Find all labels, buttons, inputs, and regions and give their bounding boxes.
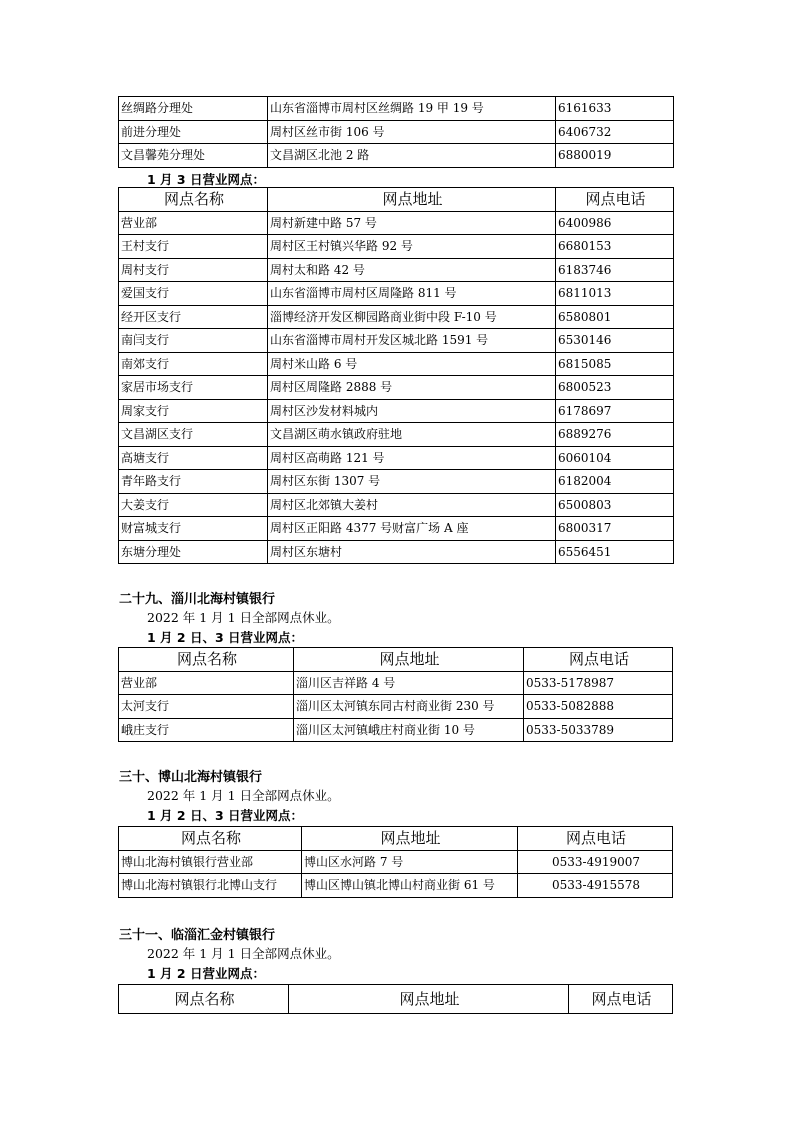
branch-phone: 6815085 bbox=[556, 352, 674, 376]
column-header-phone: 网点电话 bbox=[556, 188, 674, 212]
table-row bbox=[119, 376, 674, 400]
branch-table-zhoucun-continued bbox=[118, 96, 674, 168]
branch-address: 周村区高萌路 121 号 bbox=[268, 446, 556, 470]
table-row bbox=[119, 446, 674, 470]
table-row bbox=[119, 671, 673, 695]
branch-name: 太河支行 bbox=[119, 695, 294, 719]
column-header-name: 网点名称 bbox=[119, 985, 289, 1014]
branch-phone: 6182004 bbox=[556, 470, 674, 494]
table-row bbox=[119, 850, 673, 874]
branch-address: 山东省淄博市周村区周隆路 811 号 bbox=[268, 282, 556, 306]
branch-name: 文昌馨苑分理处 bbox=[119, 144, 268, 168]
open-day-label: 1 月 3 日营业网点： bbox=[147, 172, 265, 187]
column-header-phone: 网点电话 bbox=[518, 827, 673, 851]
branch-phone: 6183746 bbox=[556, 258, 674, 282]
branch-address: 博山区水河路 7 号 bbox=[302, 850, 518, 874]
table-row bbox=[119, 329, 674, 353]
branch-name: 丝绸路分理处 bbox=[119, 97, 268, 121]
branch-name: 周家支行 bbox=[119, 399, 268, 423]
closed-note-31: 2022 年 1 月 1 日全部网点休业。 bbox=[147, 946, 340, 961]
table-row bbox=[119, 874, 673, 898]
branch-phone: 0533-4915578 bbox=[518, 874, 673, 898]
table-row bbox=[119, 493, 674, 517]
table-row bbox=[119, 399, 674, 423]
table-row bbox=[119, 352, 674, 376]
closed-note-30: 2022 年 1 月 1 日全部网点休业。 bbox=[147, 788, 340, 803]
branch-phone: 6800523 bbox=[556, 376, 674, 400]
branch-address: 周村新建中路 57 号 bbox=[268, 211, 556, 235]
table-row bbox=[119, 423, 674, 447]
branch-name: 爱国支行 bbox=[119, 282, 268, 306]
table-row bbox=[119, 305, 674, 329]
branch-phone: 0533-5033789 bbox=[524, 718, 673, 742]
branch-phone: 6400986 bbox=[556, 211, 674, 235]
section-heading-30: 三十、博山北海村镇银行 bbox=[119, 770, 263, 785]
table-row bbox=[119, 235, 674, 259]
column-header-name: 网点名称 bbox=[119, 648, 294, 672]
column-header-address: 网点地址 bbox=[294, 648, 524, 672]
column-header-phone: 网点电话 bbox=[524, 648, 673, 672]
branch-address: 淄川区吉祥路 4 号 bbox=[294, 671, 524, 695]
branch-address: 淄川区太河镇峨庄村商业街 10 号 bbox=[294, 718, 524, 742]
branch-table-zhoucun-jan3 bbox=[118, 187, 674, 564]
branch-address: 淄博经济开发区柳园路商业街中段 F-10 号 bbox=[268, 305, 556, 329]
branch-name: 文昌湖区支行 bbox=[119, 423, 268, 447]
branch-address: 周村区王村镇兴华路 92 号 bbox=[268, 235, 556, 259]
branch-address: 博山区博山镇北博山村商业街 61 号 bbox=[302, 874, 518, 898]
table-header-row bbox=[119, 827, 673, 851]
open-day-label-29: 1 月 2 日、3 日营业网点： bbox=[147, 630, 304, 645]
branch-table-linzi bbox=[118, 984, 673, 1014]
branch-phone: 6880019 bbox=[556, 144, 674, 168]
branch-address: 山东省淄博市周村区丝绸路 19 甲 19 号 bbox=[268, 97, 556, 121]
branch-phone: 6406732 bbox=[556, 120, 674, 144]
branch-name: 南闫支行 bbox=[119, 329, 268, 353]
column-header-name: 网点名称 bbox=[119, 188, 268, 212]
branch-phone: 6556451 bbox=[556, 540, 674, 564]
table-row bbox=[119, 120, 674, 144]
branch-name: 南郊支行 bbox=[119, 352, 268, 376]
section-heading-29: 二十九、淄川北海村镇银行 bbox=[119, 592, 276, 607]
branch-name: 营业部 bbox=[119, 671, 294, 695]
branch-address: 周村区沙发材料城内 bbox=[268, 399, 556, 423]
branch-name: 前进分理处 bbox=[119, 120, 268, 144]
column-header-name: 网点名称 bbox=[119, 827, 302, 851]
section-heading-31: 三十一、临淄汇金村镇银行 bbox=[119, 928, 276, 943]
branch-address: 淄川区太河镇东同古村商业街 230 号 bbox=[294, 695, 524, 719]
branch-address: 周村太和路 42 号 bbox=[268, 258, 556, 282]
branch-phone: 0533-5178987 bbox=[524, 671, 673, 695]
branch-address: 周村区北郊镇大姜村 bbox=[268, 493, 556, 517]
branch-phone: 6530146 bbox=[556, 329, 674, 353]
table-row bbox=[119, 718, 673, 742]
open-day-label-31: 1 月 2 日营业网点： bbox=[147, 966, 265, 981]
branch-address: 周村区正阳路 4377 号财富广场 A 座 bbox=[268, 517, 556, 541]
branch-phone: 6580801 bbox=[556, 305, 674, 329]
branch-address: 周村区东街 1307 号 bbox=[268, 470, 556, 494]
table-row bbox=[119, 144, 674, 168]
table-header-row bbox=[119, 985, 673, 1014]
branch-address: 山东省淄博市周村开发区城北路 1591 号 bbox=[268, 329, 556, 353]
table-row bbox=[119, 211, 674, 235]
branch-phone: 6680153 bbox=[556, 235, 674, 259]
column-header-phone: 网点电话 bbox=[569, 985, 673, 1014]
table-header-row bbox=[119, 188, 674, 212]
branch-phone: 6800317 bbox=[556, 517, 674, 541]
closed-note-29: 2022 年 1 月 1 日全部网点休业。 bbox=[147, 610, 340, 625]
branch-name: 大姜支行 bbox=[119, 493, 268, 517]
branch-name: 青年路支行 bbox=[119, 470, 268, 494]
branch-name: 博山北海村镇银行营业部 bbox=[119, 850, 302, 874]
branch-name: 王村支行 bbox=[119, 235, 268, 259]
branch-name: 高塘支行 bbox=[119, 446, 268, 470]
branch-name: 财富城支行 bbox=[119, 517, 268, 541]
table-row bbox=[119, 97, 674, 121]
branch-name: 家居市场支行 bbox=[119, 376, 268, 400]
branch-name: 东塘分理处 bbox=[119, 540, 268, 564]
branch-phone: 6889276 bbox=[556, 423, 674, 447]
branch-phone: 6161633 bbox=[556, 97, 674, 121]
table-row bbox=[119, 517, 674, 541]
branch-address: 周村米山路 6 号 bbox=[268, 352, 556, 376]
branch-address: 文昌湖区萌水镇政府驻地 bbox=[268, 423, 556, 447]
branch-table-zichuan bbox=[118, 647, 673, 742]
branch-phone: 6060104 bbox=[556, 446, 674, 470]
branch-address: 周村区丝市街 106 号 bbox=[268, 120, 556, 144]
branch-phone: 6178697 bbox=[556, 399, 674, 423]
branch-name: 周村支行 bbox=[119, 258, 268, 282]
branch-address: 周村区周隆路 2888 号 bbox=[268, 376, 556, 400]
column-header-address: 网点地址 bbox=[268, 188, 556, 212]
table-header-row bbox=[119, 648, 673, 672]
branch-name: 经开区支行 bbox=[119, 305, 268, 329]
branch-phone: 6811013 bbox=[556, 282, 674, 306]
branch-name: 营业部 bbox=[119, 211, 268, 235]
branch-table-boshan bbox=[118, 826, 673, 898]
table-row bbox=[119, 540, 674, 564]
branch-phone: 0533-5082888 bbox=[524, 695, 673, 719]
branch-phone: 0533-4919007 bbox=[518, 850, 673, 874]
branch-phone: 6500803 bbox=[556, 493, 674, 517]
branch-address: 周村区东塘村 bbox=[268, 540, 556, 564]
table-row bbox=[119, 258, 674, 282]
column-header-address: 网点地址 bbox=[302, 827, 518, 851]
column-header-address: 网点地址 bbox=[289, 985, 569, 1014]
table-row bbox=[119, 470, 674, 494]
table-row bbox=[119, 695, 673, 719]
branch-name: 峨庄支行 bbox=[119, 718, 294, 742]
table-row bbox=[119, 282, 674, 306]
open-day-label-30: 1 月 2 日、3 日营业网点： bbox=[147, 808, 304, 823]
branch-name: 博山北海村镇银行北博山支行 bbox=[119, 874, 302, 898]
branch-address: 文昌湖区北池 2 路 bbox=[268, 144, 556, 168]
